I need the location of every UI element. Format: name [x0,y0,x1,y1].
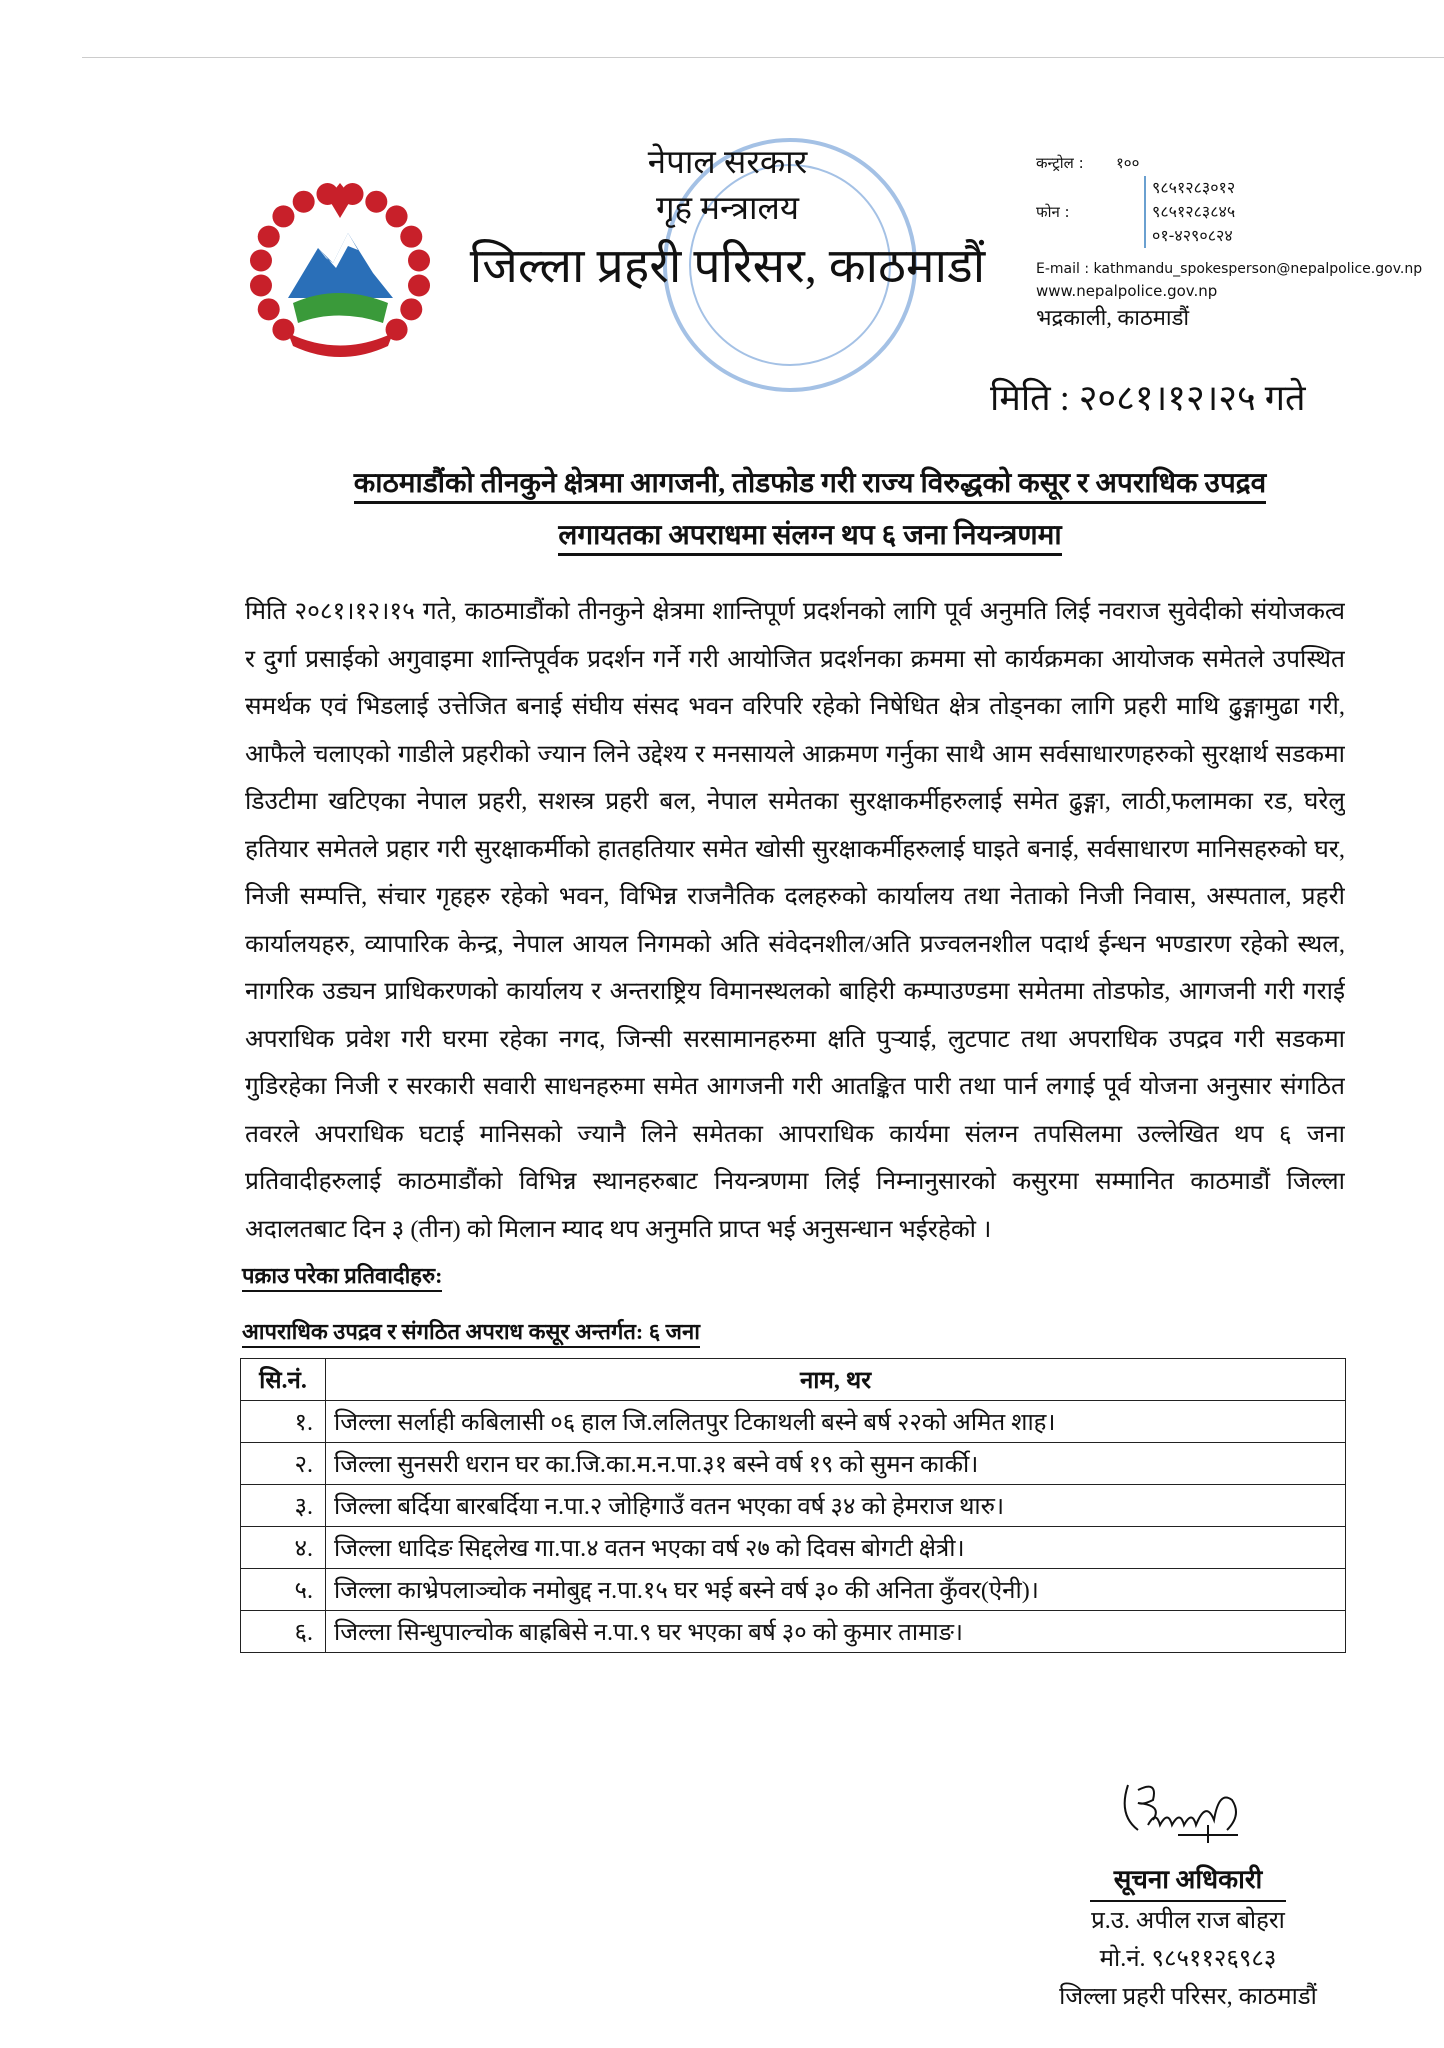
rhododendron-flower [408,249,430,271]
serial-cell: ६. [241,1611,326,1653]
body-line: समर्थक एवं भिडलाई उत्तेजित बनाई संघीय संसद भवन वरिपरि रहेको निषेधित क्षेत्र तोड्नका लागि प्रहरी माथि ढुङ्गामुढा गरी, [245,693,1345,720]
phone-list [1144,176,1235,248]
rhododendron-flower [400,226,422,248]
body-line: हतियार समेतले प्रहार गरी सुरक्षाकर्मीको हातहतियार समेत खोसी सुरक्षाकर्मीहरुलाई घाइते बनाई, सर्वसाधारण मानिसहरुको घर, [245,835,1345,863]
contact-block [1036,150,1436,334]
body-line: प्रतिवादीहरुलाई काठमाडौंको विभिन्न स्थानहरुबाट नियन्त्रणमा लिई निम्नानुसारको कसुरमा सम्मानित काठमाडौं जिल्ला [245,1168,1345,1195]
signature [1098,1775,1278,1845]
table-row [241,1485,1346,1527]
rhododendron-flower [293,191,315,213]
rhododendron-flower [250,275,272,297]
section-title: पक्राउ परेका प्रतिवादीहरु: [242,1262,442,1292]
signatory-title: सूचना अधिकारी [1090,1860,1286,1902]
table-row [241,1569,1346,1611]
rhododendron-flower [400,298,422,320]
rhododendron-flower [258,226,280,248]
body-line: नागरिक उड्यन प्राधिकरणको कार्यालय र अन्तराष्ट्रिय विमानस्थलको बाहिरी कम्पाउण्डमा समेतमा तोडफोड, आगजनी गरी गराई [245,978,1345,1005]
government-name: नेपाल सरकार [647,145,808,181]
signatory-mobile: मो.नं. ९८५११२६९८३ [1099,1946,1277,1972]
body-line: तवरले अपराधिक घटाई मानिसको ज्यानै लिने समेतका आपराधिक कार्यमा संलग्न तपसिलमा उल्लेखित थप ६ जना [245,1120,1345,1148]
ministry-name: गृह मन्त्रालय [655,191,800,227]
phone-label: फोन : [1036,203,1070,221]
table-row [241,1443,1346,1485]
heading-line: काठमाडौंको तीनकुने क्षेत्रमा आगजनी, तोडफोड गरी राज्य विरुद्धको कसूर र अपराधिक उपद्रव [354,468,1266,504]
table-row [241,1401,1346,1443]
body-line: निजी सम्पत्ति, संचार गृहहरु रहेको भवन, विभिन्न राजनैतिक दलहरुको कार्यालय तथा नेताको निजी निवास, अस्पताल, प्रहरी [245,883,1345,910]
col-serial: सि.नं. [241,1359,326,1401]
name-cell: जिल्ला बर्दिया बारबर्दिया न.पा.२ जोहिगाउँ वतन भएका वर्ष ३४ को हेमराज थारु। [326,1485,1346,1527]
office-name: जिल्ला प्रहरी परिसर, काठमाडौं [469,240,986,293]
nepal-emblem-icon [248,178,433,363]
body-line: गुडिरहेका निजी र सरकारी सवारी साधनहरुमा समेत आगजनी गरी आतङ्कित पारी तथा पार्न लगाई पूर्व योजना अनुसार संगठित [245,1073,1345,1100]
rhododendron-flower [386,205,408,227]
col-name: नाम, थर [326,1359,1346,1401]
serial-cell: १. [241,1401,326,1443]
signatory-office: जिल्ला प्रहरी परिसर, काठमाडौं [1059,1984,1317,2010]
table-row [241,1527,1346,1569]
signature-block [1028,1775,1348,2016]
serial-cell: ३. [241,1485,326,1527]
name-cell: जिल्ला सर्लाही कबिलासी ०६ हाल जि.ललितपुर टिकाथली बस्ने बर्ष २२को अमित शाह। [326,1401,1346,1443]
address: भद्रकाली, काठमाडौं [1036,305,1190,330]
website: www.nepalpolice.gov.np [1036,282,1218,300]
signatory-name: प्र.उ. अपील राज बोहरा [1091,1908,1285,1934]
table-row [241,1611,1346,1653]
body-line: आफैले चलाएको गाडीले प्रहरीको ज्यान लिने उद्देश्य र मनसायले आक्रमण गर्नुका साथै आम सर्वसाधारणहरुको सुरक्षार्थ सडकमा [245,740,1345,768]
body-line: र दुर्गा प्रसाईको अगुवाइमा शान्तिपूर्वक प्रदर्शन गर्ने गरी आयोजित प्रदर्शनका क्रममा सो कार्यक्रमका आयोजक समेतले उपस्थित [245,645,1345,673]
name-cell: जिल्ला सुनसरी धरान घर का.जि.का.म.न.पा.३१ बस्ने वर्ष १९ को सुमन कार्की। [326,1443,1346,1485]
serial-cell: २. [241,1443,326,1485]
phone-number: ०१-४२९०८२४ [1152,226,1233,245]
top-rule [82,57,1444,58]
name-cell: जिल्ला सिन्धुपाल्चोक बाह्रबिसे न.पा.९ घर भएका बर्ष ३० को कुमार तामाङ। [326,1611,1346,1653]
body-line: मिति २०८१।१२।१५ गते, काठमाडौंको तीनकुने क्षेत्रमा शान्तिपूर्ण प्रदर्शनको लागि पूर्व अनुमति लिई नवराज सुवेदीको संयोजकत्व [245,598,1345,625]
body-paragraph [245,588,1345,1253]
body-line: कार्यालयहरु, व्यापारिक केन्द्र, नेपाल आयल निगमको अति संवेदनशील/अति प्रज्वलनशील पदार्थ ईन्धन भण्डारण रहेको स्थल, [245,930,1345,958]
email: E-mail : kathmandu_spokesperson@nepalpolice.gov.np [1036,261,1423,277]
document-date: मिति : २०८१।१२।२५ गते [990,378,1306,418]
control-label: कन्ट्रोल : [1036,154,1084,172]
letterhead [440,140,1015,300]
section-subtitle: आपराधिक उपद्रव र संगठित अपराध कसूर अन्तर्गत: ६ जना [242,1318,700,1348]
serial-cell: ५. [241,1569,326,1611]
rhododendron-flower [250,249,272,271]
phone-number: ९८५१२८३८४५ [1152,202,1236,221]
name-cell: जिल्ला काभ्रेपलाञ्चोक नमोबुद्द न.पा.१५ घर भई बस्ने वर्ष ३० की अनिता कुँवर(ऐनी)। [326,1569,1346,1611]
name-cell: जिल्ला धादिङ सिद्दलेख गा.पा.४ वतन भएका वर्ष २७ को दिवस बोगटी क्षेत्री। [326,1527,1346,1569]
heading-line: लगायतका अपराधमा संलग्न थप ६ जना नियन्त्रणमा [558,520,1061,556]
rhododendron-flower [272,205,294,227]
rhododendron-flower [365,191,387,213]
document-heading [260,458,1360,562]
serial-cell: ४. [241,1527,326,1569]
rhododendron-flower [258,298,280,320]
accused-table [240,1358,1346,1653]
body-line: डिउटीमा खटिएका नेपाल प्रहरी, सशस्त्र प्रहरी बल, नेपाल समेतका सुरक्षाकर्मीहरुलाई समेत ढुङ्गा, लाठी,फलामका रड, घरेलु [245,788,1345,815]
control-value: १०० [1116,154,1140,172]
phone-number: ९८५१२८३०१२ [1152,178,1236,197]
body-line: अदालतबाट दिन ३ (तीन) को मिलान म्याद थप अनुमति प्राप्त भई अनुसन्धान भईरहेको । [245,1215,992,1243]
body-line: अपराधिक प्रवेश गरी घरमा रहेका नगद, जिन्सी सरसामानहरुमा क्षति पुऱ्याई, लुटपाट तथा अपराधिक उपद्रव गरी सडकमा [245,1025,1345,1053]
rhododendron-flower [408,275,430,297]
